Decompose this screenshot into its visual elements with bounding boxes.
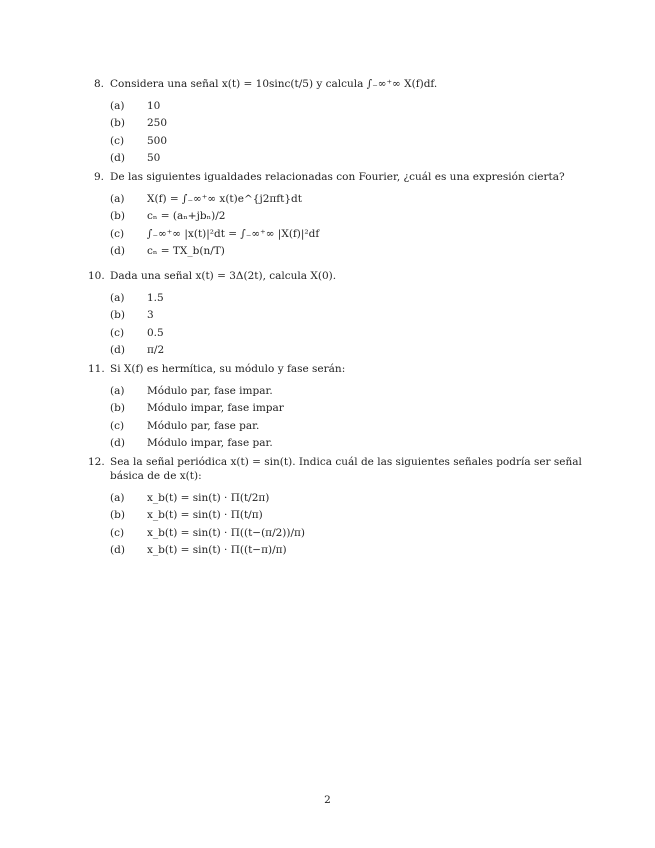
- option-c: (c) x_b(t) = sin(t) · Π((t−(π/2))/π): [110, 526, 306, 539]
- question-text: Dada una señal x(t) = 3Δ(2t), calcula X(0).: [110, 270, 337, 282]
- option-b: (b) cₙ = (aₙ+jbₙ)/2: [110, 210, 226, 223]
- option-b: (b) 250: [110, 117, 168, 130]
- option-c: (c) ∫₋∞⁺∞ |x(t)|²dt = ∫₋∞⁺∞ |X(f)|²df: [110, 227, 320, 240]
- option-a: (a) 10: [110, 99, 161, 112]
- option-c: (c) 500: [110, 134, 168, 147]
- option-c: (c) Módulo par, fase par.: [110, 419, 260, 432]
- option-d: (d) cₙ = TX_b(n/T): [110, 245, 225, 258]
- question-text: Considera una señal x(t) = 10sinc(t/5) y calcula ∫₋∞⁺∞ X(f)df.: [110, 78, 438, 90]
- option-b: (b) x_b(t) = sin(t) · Π(t/π): [110, 509, 263, 522]
- question-text: Si X(f) es hermítica, su módulo y fase serán:: [110, 363, 346, 375]
- options-list: [110, 97, 588, 167]
- option-d: (d) π/2: [110, 344, 165, 357]
- option-c: (c) 0.5: [110, 326, 164, 339]
- question-number: 12.: [88, 456, 105, 468]
- option-b: (b) 3: [110, 309, 154, 322]
- question-10: [88, 269, 588, 359]
- question-number: 10.: [88, 270, 105, 282]
- question-number: 11.: [88, 363, 105, 375]
- option-d: (d) Módulo impar, fase par.: [110, 437, 273, 450]
- question-9: [88, 170, 588, 260]
- option-a: (a) Módulo par, fase impar.: [110, 384, 273, 397]
- option-a: (a) x_b(t) = sin(t) · Π(t/2π): [110, 491, 270, 504]
- question-text: Sea la señal periódica x(t) = sin(t). Indica cuál de las siguientes señales podría ser señal básica de de x(t):: [110, 456, 582, 482]
- option-a: (a) X(f) = ∫₋∞⁺∞ x(t)e^{j2πft}dt: [110, 192, 303, 205]
- question-8: [88, 77, 588, 167]
- options-list: [110, 489, 588, 559]
- option-d: (d) 50: [110, 152, 161, 165]
- question-number: 8.: [93, 78, 104, 90]
- option-a: (a) 1.5: [110, 291, 164, 304]
- options-list: [110, 382, 588, 452]
- question-12: [88, 455, 588, 559]
- question-11: [88, 362, 588, 452]
- option-b: (b) Módulo impar, fase impar: [110, 402, 284, 415]
- question-number: 9.: [93, 171, 104, 183]
- page-number: 2: [324, 794, 331, 806]
- option-d: (d) x_b(t) = sin(t) · Π((t−π)/π): [110, 544, 287, 557]
- options-list: [110, 190, 588, 260]
- options-list: [110, 289, 588, 359]
- question-text: De las siguientes igualdades relacionadas con Fourier, ¿cuál es una expresión cierta?: [110, 171, 565, 183]
